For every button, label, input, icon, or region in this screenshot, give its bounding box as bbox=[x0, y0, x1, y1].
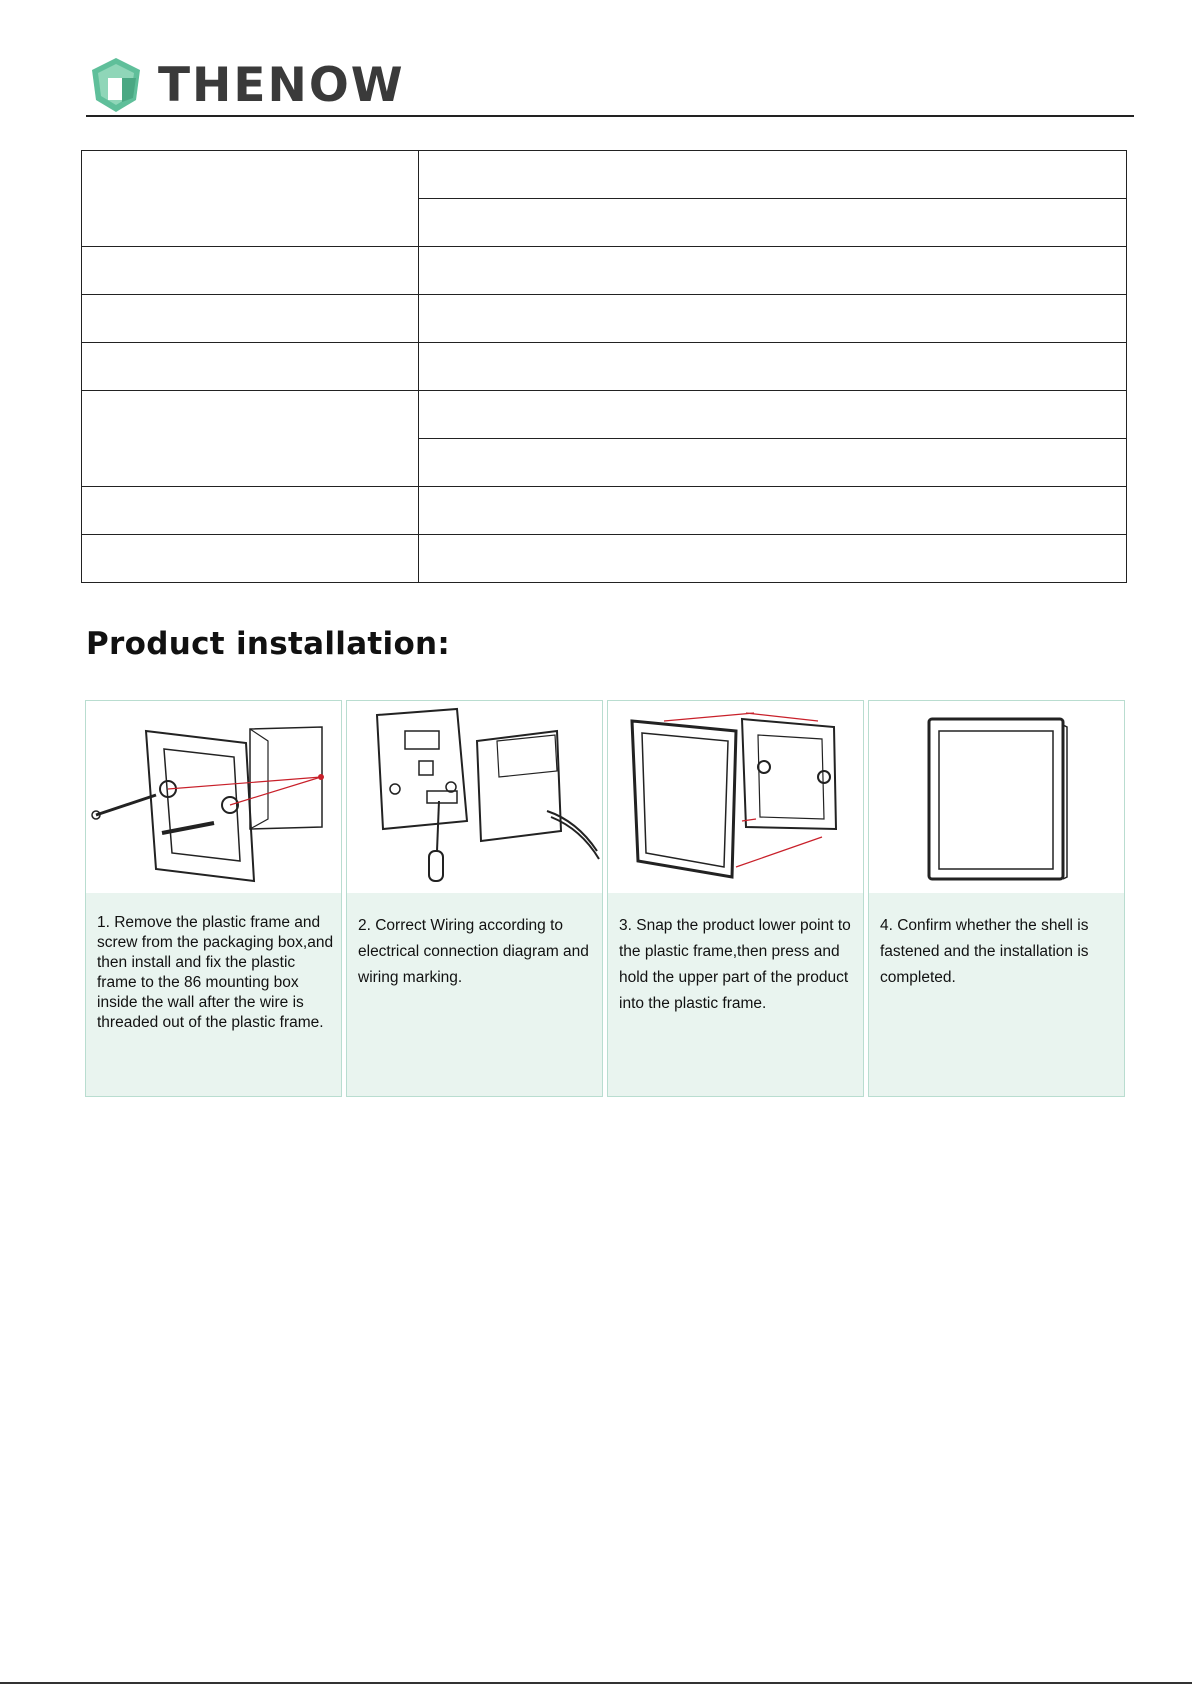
table-cell-value bbox=[419, 391, 1127, 439]
table-row bbox=[82, 295, 1127, 343]
table-row bbox=[82, 343, 1127, 391]
table-cell-value bbox=[419, 439, 1127, 487]
installation-steps bbox=[85, 700, 1125, 1097]
table-row bbox=[82, 487, 1127, 535]
house-leaf-logo-icon bbox=[86, 56, 146, 114]
frame-screw-mounting-illustration bbox=[86, 701, 341, 893]
table-cell-key bbox=[82, 247, 419, 295]
table-cell-key bbox=[82, 487, 419, 535]
screwdriver-wiring-illustration bbox=[347, 701, 602, 893]
step-panel-2 bbox=[346, 700, 603, 1097]
table-cell-value bbox=[419, 151, 1127, 199]
step-text-box bbox=[869, 893, 1124, 1096]
step-panel-3 bbox=[607, 700, 864, 1097]
snap-panel-illustration bbox=[608, 701, 863, 893]
table-cell-value bbox=[419, 199, 1127, 247]
table-row bbox=[82, 247, 1127, 295]
table-cell-value bbox=[419, 487, 1127, 535]
step-2-text: 2. Correct Wiring according to electrical connection diagram and wiring marking. bbox=[358, 917, 589, 986]
step-text-box bbox=[86, 893, 341, 1096]
page-bottom-divider bbox=[0, 1682, 1192, 1684]
leaf-watermark-icon bbox=[146, 1093, 342, 1097]
table-cell-key bbox=[82, 151, 419, 247]
table-cell-value bbox=[419, 343, 1127, 391]
table-cell-key bbox=[82, 535, 419, 583]
step-text-box bbox=[608, 893, 863, 1096]
table-cell-key bbox=[82, 343, 419, 391]
step-3-text: 3. Snap the product lower point to the plastic frame,then press and hold the upper part of the product into the plastic frame. bbox=[619, 917, 851, 1012]
brand-name: THENOW bbox=[158, 58, 405, 113]
spec-table bbox=[81, 150, 1127, 583]
header-divider bbox=[86, 115, 1134, 117]
table-cell-key bbox=[82, 295, 419, 343]
table-row bbox=[82, 151, 1127, 199]
step-panel-1 bbox=[85, 700, 342, 1097]
table-row bbox=[82, 391, 1127, 439]
table-cell-value bbox=[419, 247, 1127, 295]
table-row bbox=[82, 535, 1127, 583]
installation-title: Product installation: bbox=[86, 626, 451, 662]
step-1-text: 1. Remove the plastic frame and screw from the packaging box,and then install and fix the plastic frame to the 86 mounting box inside the wall after the wire is threaded out of the plastic frame. bbox=[97, 914, 334, 1031]
step-panel-4 bbox=[868, 700, 1125, 1097]
installed-panel-illustration bbox=[869, 701, 1124, 893]
step-text-box bbox=[347, 893, 602, 1096]
table-cell-value bbox=[419, 295, 1127, 343]
table-cell-key bbox=[82, 391, 419, 487]
step-4-text: 4. Confirm whether the shell is fastened and the installation is completed. bbox=[880, 917, 1089, 986]
page-header bbox=[86, 56, 1136, 116]
table-cell-value bbox=[419, 535, 1127, 583]
